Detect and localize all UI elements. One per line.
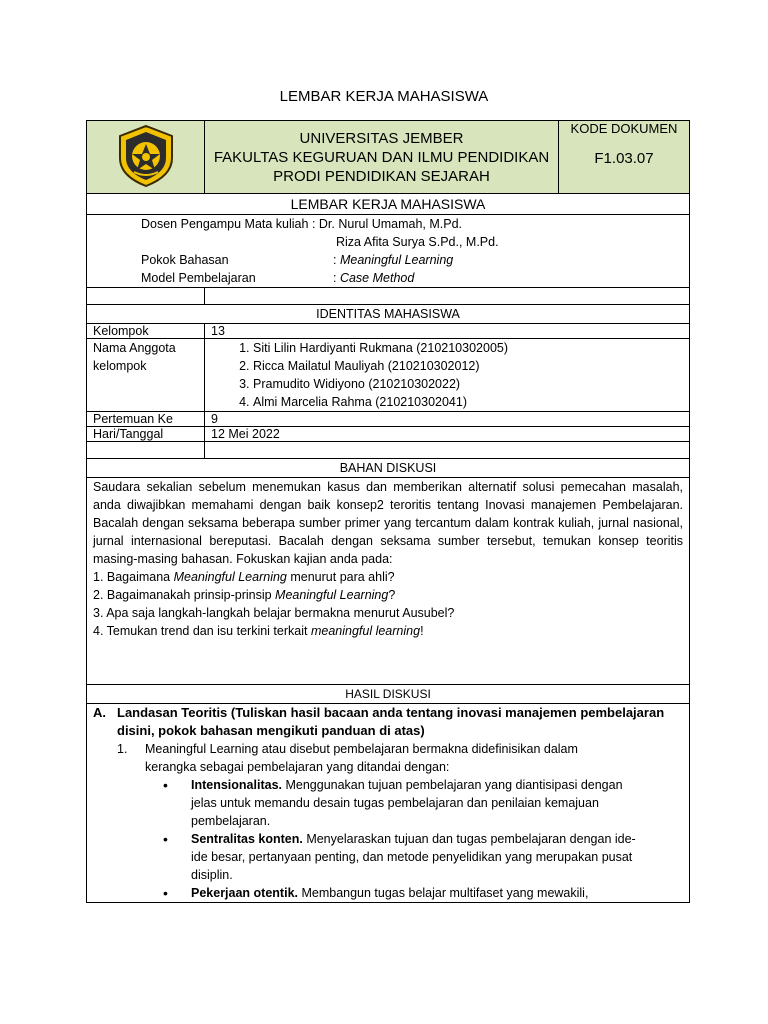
empty-cell (205, 442, 690, 459)
pertemuan-label: Pertemuan Ke (87, 412, 205, 427)
section-a-line1: Landasan Teoritis (Tuliskan hasil bacaan anda tentang inovasi manajemen pembelajaran (117, 705, 665, 720)
nama-label-1: Nama Anggota (93, 341, 176, 355)
pokok-label: Pokok Bahasan (141, 253, 229, 267)
pertemuan-value: 9 (205, 412, 690, 427)
question-4: 4. Temukan trend dan isu terkini terkait meaningful learning! (93, 624, 424, 638)
tanggal-label: Hari/Tanggal (87, 427, 205, 442)
item-1-line1: Meaningful Learning atau disebut pembelajaran bermakna didefinisikan dalam (145, 742, 578, 756)
kelompok-value: 13 (205, 324, 690, 339)
empty-cell (205, 288, 690, 305)
document-title: LEMBAR KERJA MAHASISWA (279, 88, 489, 105)
member-item: 3. Pramudito Widiyono (210210302022) (253, 375, 683, 393)
tanggal-value: 12 Mei 2022 (205, 427, 690, 442)
section-a-line2: disini, pokok bahasan mengikuti panduan di atas) (117, 723, 425, 738)
members-cell (205, 339, 690, 412)
identitas-title: IDENTITAS MAHASISWA (87, 305, 690, 324)
question-1: 1. Bagaimana Meaningful Learning menurut para ahli? (93, 570, 395, 584)
empty-cell (87, 288, 205, 305)
university-cell (205, 121, 559, 194)
bullet-icon: • (163, 885, 168, 901)
course-info: Dosen Pengampu Mata kuliah : Dr. Nurul Umamah, M.Pd. Riza Afita Surya S.Pd., M.Pd. Pokok Bahasan : Meaningful Learning Model Pembelajaran : Case Method (87, 215, 690, 288)
bullet-icon: • (163, 777, 168, 793)
dosen-1: : Dr. Nurul Umamah, M.Pd. (311, 217, 462, 231)
bullet-intensionalitas: • Intensionalitas. Menggunakan tujuan pembelajaran yang diantisipasi dengan jelas untuk memandu desain tugas pembelajaran dan penilaian kemajuan pembelajaran. (163, 777, 623, 828)
question-3: 3. Apa saja langkah-langkah belajar bermakna menurut Ausubel? (93, 606, 455, 620)
faculty-name: FAKULTAS KEGURUAN DAN ILMU PENDIDIKAN (213, 148, 550, 166)
logo-cell (87, 121, 205, 194)
member-item: 4. Almi Marcelia Rahma (210210302041) (253, 393, 683, 411)
nama-label-2: kelompok (93, 359, 147, 373)
document-code-label: KODE DOKUMEN (570, 121, 678, 136)
bahan-content (87, 478, 690, 685)
hasil-title: HASIL DISKUSI (87, 685, 690, 704)
program-name: PRODI PENDIDIKAN SEJARAH (273, 167, 490, 185)
model-label: Model Pembelajaran (141, 271, 256, 285)
question-2: 2. Bagaimanakah prinsip-prinsip Meaningful Learning? (93, 588, 396, 602)
pokok-value: Meaningful Learning (339, 253, 454, 267)
nama-label-cell (87, 339, 205, 412)
bullet-pekerjaan: • Pekerjaan otentik. Membangun tugas belajar multifaset yang mewakili, (163, 885, 589, 901)
hasil-content (87, 704, 690, 903)
member-item: 2. Ricca Mailatul Mauliyah (210210302012) (253, 357, 683, 375)
empty-cell (87, 442, 205, 459)
bullet-sentralitas: • Sentralitas konten. Menyelaraskan tujuan dan tugas pembelajaran dengan ide- ide besar, pertanyaan penting, dan metode penyelidikan yang merupakan pusat disiplin. (163, 831, 636, 882)
bullet-icon: • (163, 831, 168, 847)
university-logo (114, 124, 178, 188)
dosen-label: Dosen Pengampu Mata kuliah (141, 217, 309, 231)
document-code-value: F1.03.07 (594, 150, 654, 167)
university-name: UNIVERSITAS JEMBER (299, 129, 464, 147)
worksheet-table (86, 120, 690, 903)
bahan-paragraph: Saudara sekalian sebelum menemukan kasus dan memberikan alternatif solusi pemecahan masalah, anda diwajibkan memahami dengan baik konsep2 teroritis tentang Inovasi manajemen Pembelajaran. Bacalah dengan seksama beberapa sumber primer yang tercantum dalam kontrak kuliah, jurnal nasional, jurnal internasional bereputasi. Bacalah dengan seksama sumber tersebut, temukan konsep teoritis masing-masing bahasan. Fokuskan kajian anda pada: (93, 480, 683, 566)
header-row (87, 121, 690, 194)
document-code-cell (559, 121, 690, 194)
dosen-2: Riza Afita Surya S.Pd., M.Pd. (336, 235, 499, 249)
section-a-marker: A. (93, 705, 106, 720)
model-value: Case Method (339, 271, 415, 285)
kelompok-label: Kelompok (87, 324, 205, 339)
item-1-marker: 1. (117, 742, 128, 756)
member-item: 1. Siti Lilin Hardiyanti Rukmana (210210302005) (253, 339, 683, 357)
sheet-title: LEMBAR KERJA MAHASISWA (87, 194, 690, 215)
bahan-title: BAHAN DISKUSI (87, 459, 690, 478)
item-1-line2: kerangka sebagai pembelajaran yang ditandai dengan: (145, 760, 450, 774)
members-list (211, 339, 683, 411)
